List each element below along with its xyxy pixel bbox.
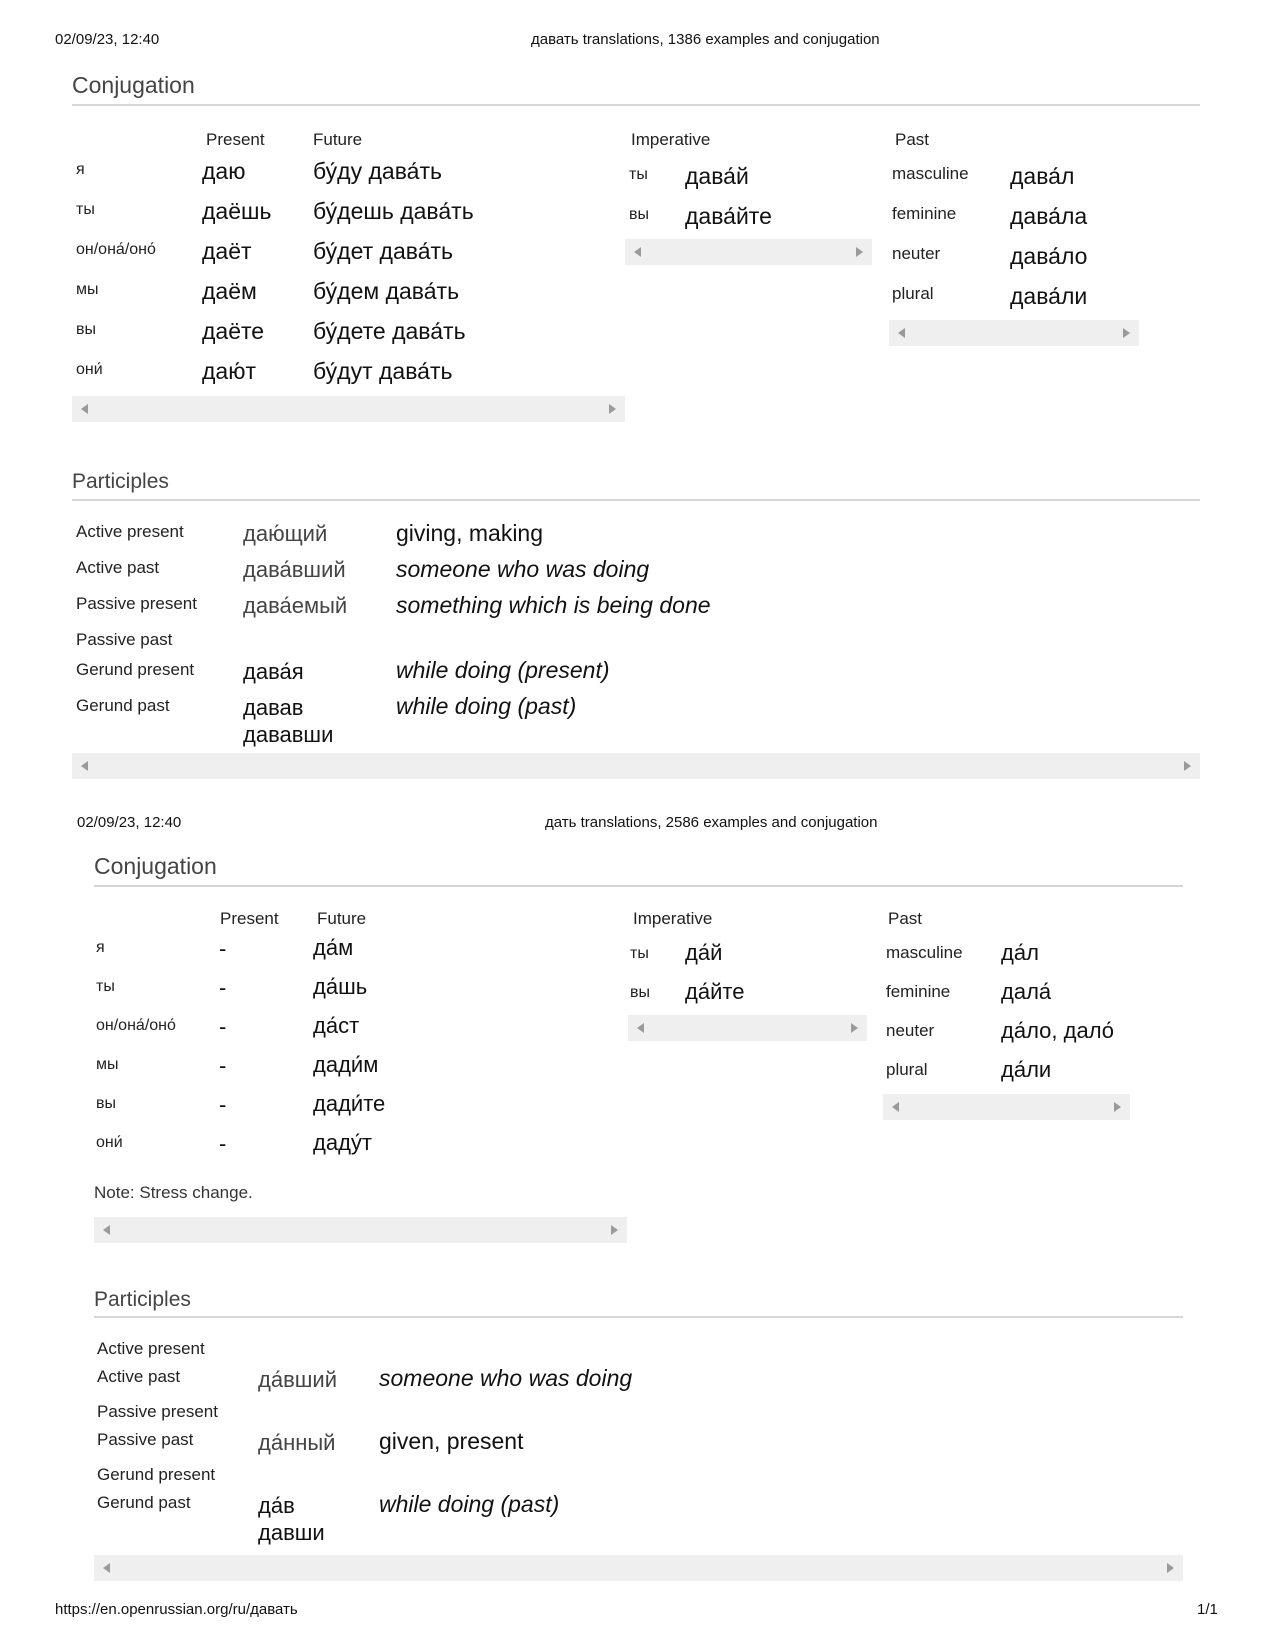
participle-label: Active present xyxy=(76,522,184,541)
past-gender-label: neuter xyxy=(886,1021,935,1040)
past-gender-label: plural xyxy=(886,1060,928,1079)
imperative-column-header: Imperative xyxy=(631,130,711,149)
present-form-cell: даю xyxy=(202,158,246,184)
participle-label: Gerund past xyxy=(76,696,170,715)
scroll-right-icon[interactable] xyxy=(609,404,616,414)
future-form-cell: бу́дем дава́ть xyxy=(313,278,460,304)
pronoun-cell: ты xyxy=(96,978,115,995)
past-gender-label: masculine xyxy=(886,943,963,962)
pronoun-cell: я xyxy=(96,939,105,956)
participle-label: Active past xyxy=(76,558,160,577)
present-form-cell: даём xyxy=(202,278,257,304)
participle-label: Passive past xyxy=(97,1430,194,1449)
scroll-left-icon[interactable] xyxy=(634,247,641,257)
past-column-header: Past xyxy=(888,909,923,928)
imperative-pronoun: вы xyxy=(629,206,649,223)
pronoun-cell: мы xyxy=(96,1056,119,1073)
pronoun-cell: мы xyxy=(76,281,99,298)
imperative-pronoun: ты xyxy=(629,166,648,183)
imperative-column-header: Imperative xyxy=(633,909,713,928)
participles-heading: Participles xyxy=(72,470,169,493)
past-gender-label: feminine xyxy=(886,982,951,1001)
print-datetime: 02/09/23, 12:40 xyxy=(77,814,182,831)
participles-divider xyxy=(72,499,1200,501)
participle-label: Active present xyxy=(97,1339,205,1358)
present-form-cell: - xyxy=(219,936,227,961)
past-form: дава́ли xyxy=(1010,283,1088,309)
participle-meaning: something which is being done xyxy=(396,592,711,618)
scroll-left-icon[interactable] xyxy=(892,1102,899,1112)
scroll-left-icon[interactable] xyxy=(637,1023,644,1033)
pronoun-cell: он/она́/оно́ xyxy=(76,241,156,258)
past-gender-label: plural xyxy=(892,284,934,303)
past-gender-label: feminine xyxy=(892,204,957,223)
scroll-left-icon[interactable] xyxy=(103,1225,110,1235)
scroll-right-icon[interactable] xyxy=(1167,1563,1174,1573)
present-form-cell: даёт xyxy=(202,238,252,264)
future-form-cell: бу́ду дава́ть xyxy=(313,158,442,184)
participle-meaning: someone who was doing xyxy=(379,1365,633,1391)
pronoun-cell: он/она́/оно́ xyxy=(96,1017,176,1034)
future-form-cell: даду́т xyxy=(313,1130,372,1155)
imperative-pronoun: ты xyxy=(630,945,649,962)
print-footer-url: https://en.openrussian.org/ru/давать xyxy=(55,1601,298,1618)
present-form-cell: - xyxy=(219,1092,227,1117)
past-form: дава́ла xyxy=(1010,203,1088,229)
scroll-right-icon[interactable] xyxy=(1114,1102,1121,1112)
conjugation-table-scrollbar[interactable] xyxy=(94,1217,627,1243)
imperative-form: дава́й xyxy=(685,163,749,189)
present-form-cell: - xyxy=(219,1131,227,1156)
scroll-left-icon[interactable] xyxy=(103,1563,110,1573)
future-form-cell: да́шь xyxy=(313,974,368,999)
past-form: да́ли xyxy=(1001,1057,1052,1082)
imperative-form: да́й xyxy=(685,940,723,965)
participle-label: Passive past xyxy=(76,630,173,649)
print-datetime: 02/09/23, 12:40 xyxy=(55,31,160,48)
print-page-title: дать translations, 2586 examples and conjugation xyxy=(545,814,878,831)
present-form-cell: - xyxy=(219,1053,227,1078)
participle-meaning: someone who was doing xyxy=(396,556,650,582)
scroll-right-icon[interactable] xyxy=(1184,761,1191,771)
past-gender-label: neuter xyxy=(892,244,941,263)
participle-form: давав xyxy=(243,695,304,720)
present-form-cell: даёшь xyxy=(202,198,272,224)
participles-heading: Participles xyxy=(94,1288,191,1311)
scroll-left-icon[interactable] xyxy=(898,328,905,338)
scroll-right-icon[interactable] xyxy=(851,1023,858,1033)
print-page-title: давать translations, 1386 examples and conjugation xyxy=(531,31,880,48)
scroll-right-icon[interactable] xyxy=(856,247,863,257)
participle-meaning: while doing (past) xyxy=(396,693,577,719)
pronoun-cell: ты xyxy=(76,201,95,218)
participle-label: Passive present xyxy=(76,594,197,613)
conjugation-table-scrollbar[interactable] xyxy=(72,396,625,422)
future-form-cell: бу́дете дава́ть xyxy=(313,318,466,344)
imperative-form: да́йте xyxy=(685,979,745,1004)
present-form-cell: - xyxy=(219,975,227,1000)
participles-table-scrollbar[interactable] xyxy=(94,1555,1183,1581)
future-form-cell: бу́дешь дава́ть xyxy=(313,198,474,224)
pronoun-cell: они́ xyxy=(76,361,103,378)
conjugation-divider xyxy=(72,104,1200,106)
participle-form: да́вший xyxy=(258,1367,337,1392)
participle-meaning: while doing (present) xyxy=(396,657,610,683)
future-form-cell: бу́дет дава́ть xyxy=(313,238,454,264)
present-form-cell: даю́т xyxy=(202,358,256,384)
scroll-right-icon[interactable] xyxy=(611,1225,618,1235)
past-gender-label: masculine xyxy=(892,164,969,183)
participles-table-scrollbar[interactable] xyxy=(72,753,1200,779)
future-form-cell: дади́те xyxy=(313,1091,386,1116)
past-table-scrollbar[interactable] xyxy=(889,320,1139,346)
imperative-form: дава́йте xyxy=(685,203,772,229)
imperative-pronoun: вы xyxy=(630,984,650,1001)
participle-label: Active past xyxy=(97,1367,181,1386)
pronoun-cell: они́ xyxy=(96,1134,123,1151)
scroll-right-icon[interactable] xyxy=(1123,328,1130,338)
conjugation-heading: Conjugation xyxy=(72,72,195,98)
future-column-header: Future xyxy=(317,909,367,928)
scroll-left-icon[interactable] xyxy=(81,404,88,414)
participle-form-alt: давши xyxy=(258,1520,325,1545)
participle-form: дава́вший xyxy=(243,557,346,582)
participle-label: Gerund present xyxy=(97,1465,216,1484)
past-form: дава́л xyxy=(1010,163,1075,189)
future-form-cell: бу́дут дава́ть xyxy=(313,358,453,384)
participle-form: да́в xyxy=(258,1493,295,1518)
print-page-number: 1/1 xyxy=(1197,1601,1218,1618)
future-form-cell: да́ст xyxy=(313,1013,360,1038)
pronoun-cell: вы xyxy=(96,1095,116,1112)
participle-meaning: while doing (past) xyxy=(379,1491,560,1517)
pronoun-cell: я xyxy=(76,161,85,178)
past-form: да́л xyxy=(1001,940,1039,965)
pronoun-cell: вы xyxy=(76,321,96,338)
participle-form: да́нный xyxy=(258,1430,336,1455)
past-table-scrollbar[interactable] xyxy=(883,1094,1130,1120)
participle-form: дава́емый xyxy=(243,593,348,618)
past-form: дала́ xyxy=(1001,979,1052,1004)
past-form: да́ло, дало́ xyxy=(1001,1018,1115,1043)
participle-meaning: giving, making xyxy=(396,520,544,546)
participle-meaning: given, present xyxy=(379,1428,524,1454)
participle-form: дава́я xyxy=(243,659,304,684)
future-form-cell: да́м xyxy=(313,935,354,960)
stress-change-note: Note: Stress change. xyxy=(94,1183,253,1202)
imperative-table-scrollbar[interactable] xyxy=(628,1015,867,1041)
participle-form: даю́щий xyxy=(243,521,328,546)
participle-label: Gerund past xyxy=(97,1493,191,1512)
conjugation-divider xyxy=(94,885,1183,887)
conjugation-heading: Conjugation xyxy=(94,853,217,879)
participles-divider xyxy=(94,1316,1183,1318)
participle-form-alt: дававши xyxy=(243,722,334,747)
scroll-left-icon[interactable] xyxy=(81,761,88,771)
present-column-header: Present xyxy=(206,130,265,149)
future-form-cell: дади́м xyxy=(313,1052,379,1077)
participle-label: Gerund present xyxy=(76,660,195,679)
present-form-cell: - xyxy=(219,1014,227,1039)
participle-label: Passive present xyxy=(97,1402,218,1421)
present-column-header: Present xyxy=(220,909,279,928)
present-form-cell: даёте xyxy=(202,318,265,344)
future-column-header: Future xyxy=(313,130,363,149)
past-form: дава́ло xyxy=(1010,243,1088,269)
imperative-table-scrollbar[interactable] xyxy=(625,239,872,265)
past-column-header: Past xyxy=(895,130,930,149)
